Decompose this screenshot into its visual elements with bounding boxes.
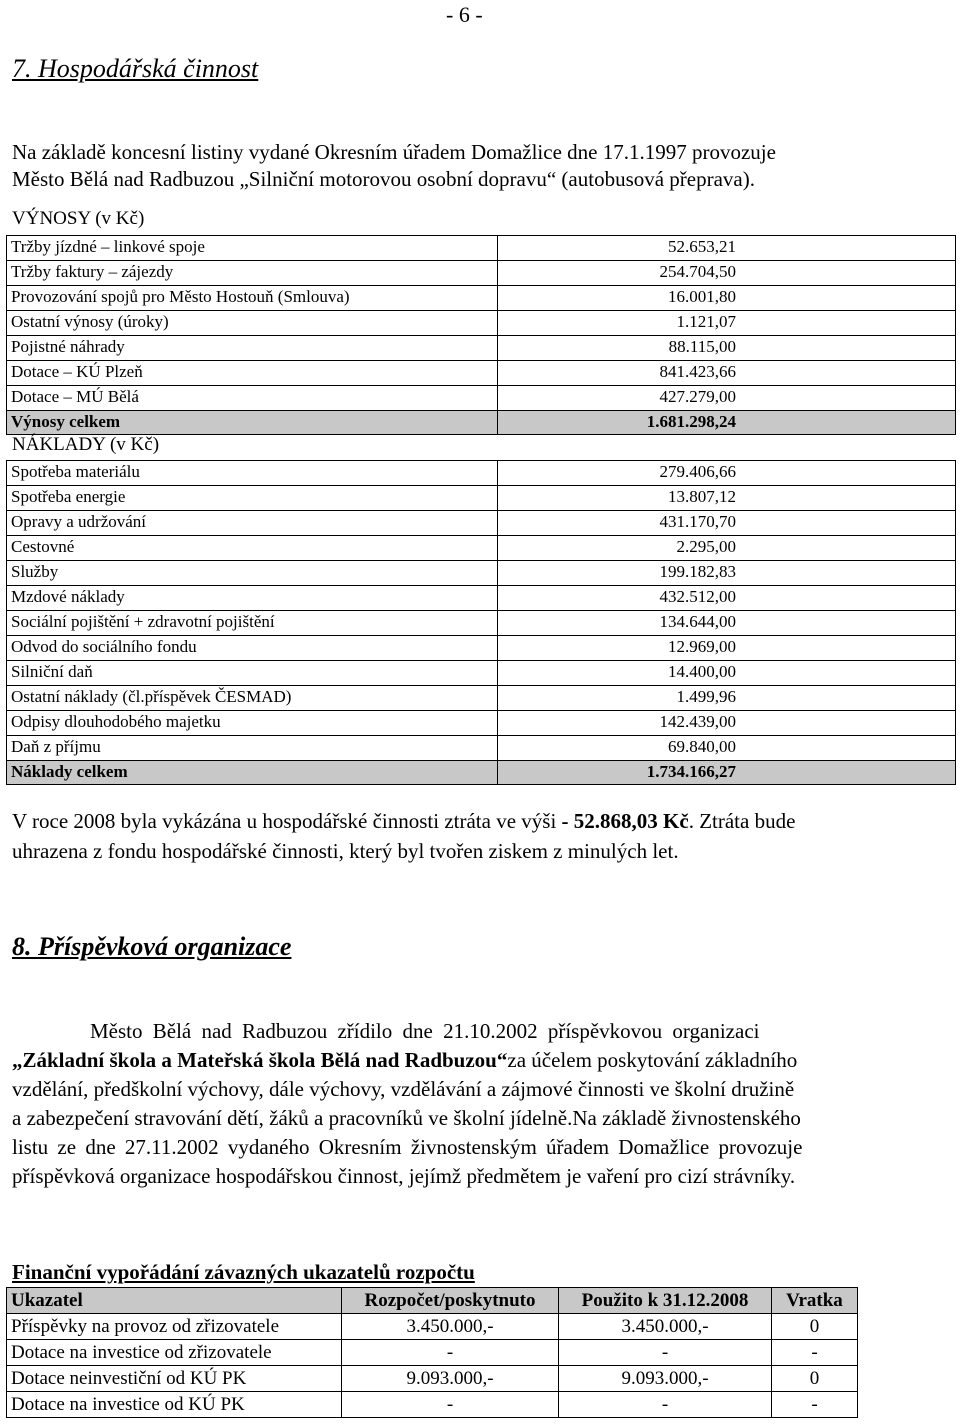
revenue-row: [6, 310, 955, 335]
revenue-row: [6, 285, 955, 310]
cost-value: 12.969,00: [668, 637, 736, 656]
cost-value: 2.295,00: [676, 537, 736, 556]
cell-used: 9.093.000,-: [559, 1366, 772, 1392]
header-budget: Rozpočet/poskytnuto: [342, 1288, 559, 1314]
intro-line-2: Město Bělá nad Radbuzou „Silniční motorovou osobní dopravu“ (autobusová přeprava).: [12, 167, 755, 191]
cost-label: Odpisy dlouhodobého majetku: [11, 712, 221, 731]
finance-row: [7, 1340, 858, 1366]
cell-used: -: [559, 1340, 772, 1366]
page-number: - 6 -: [446, 2, 483, 27]
revenue-label: Tržby jízdné – linkové spoje: [11, 237, 205, 256]
cost-row: [6, 610, 955, 635]
cell-budget: 3.450.000,-: [342, 1314, 559, 1340]
cost-label: Odvod do sociálního fondu: [11, 637, 197, 656]
revenues-total-row: [6, 410, 955, 435]
table-border: [497, 460, 498, 785]
costs-total-label: Náklady celkem: [11, 762, 128, 781]
cost-value: 69.840,00: [668, 737, 736, 756]
cost-row: [6, 485, 955, 510]
revenue-value: 427.279,00: [659, 387, 736, 406]
cell-budget: -: [342, 1392, 559, 1418]
revenue-label: Pojistné náhrady: [11, 337, 125, 356]
school-name: „Základní škola a Mateřská škola Bělá nad Radbuzou“: [12, 1048, 508, 1072]
cost-value: 134.644,00: [659, 612, 736, 631]
table-border: [955, 235, 956, 435]
cost-value: 279.406,66: [659, 462, 736, 481]
cost-value: 1.499,96: [676, 687, 736, 706]
finance-row: [7, 1392, 858, 1418]
table-border: [6, 460, 7, 785]
cost-label: Mzdové náklady: [11, 587, 125, 606]
revenue-value: 841.423,66: [659, 362, 736, 381]
revenue-value: 254.704,50: [659, 262, 736, 281]
cell-used: 3.450.000,-: [559, 1314, 772, 1340]
intro-line-1: Na základě koncesní listiny vydané Okresním úřadem Domažlice dne 17.1.1997 provozuje: [12, 140, 776, 164]
cost-label: Spotřeba materiálu: [11, 462, 140, 481]
section-8-title: 8. Příspěvková organizace: [12, 932, 292, 961]
org-line-5: listu ze dne 27.11.2002 vydaného Okresním živnostenským úřadem Domažlice provozuje: [12, 1135, 803, 1159]
cost-row: [6, 710, 955, 735]
cell-refund: 0: [772, 1366, 858, 1392]
costs-total-row: [6, 760, 955, 785]
cost-row: [6, 685, 955, 710]
costs-total-value: 1.734.166,27: [646, 762, 736, 781]
revenue-row: [6, 360, 955, 385]
costs-heading: NÁKLADY (v Kč): [12, 434, 160, 455]
table-border: [6, 235, 7, 435]
cell-indicator: Příspěvky na provoz od zřizovatele: [7, 1314, 342, 1340]
revenue-value: 88.115,00: [668, 337, 736, 356]
revenue-row: [6, 260, 955, 285]
org-line-2: [12, 1048, 797, 1073]
header-indicator: Ukazatel: [7, 1288, 342, 1314]
cost-value: 431.170,70: [659, 512, 736, 531]
cost-value: 13.807,12: [668, 487, 736, 506]
cost-label: Spotřeba energie: [11, 487, 126, 506]
header-used: Použito k 31.12.2008: [559, 1288, 772, 1314]
cost-label: Cestovné: [11, 537, 75, 556]
finance-table: [6, 1287, 858, 1418]
revenue-value: 52.653,21: [668, 237, 736, 256]
cell-indicator: Dotace na investice od KÚ PK: [7, 1392, 342, 1418]
finance-row: [7, 1314, 858, 1340]
cell-budget: 9.093.000,-: [342, 1366, 559, 1392]
cell-refund: -: [772, 1340, 858, 1366]
cell-indicator: Dotace neinvestiční od KÚ PK: [7, 1366, 342, 1392]
revenues-total-value: 1.681.298,24: [646, 412, 736, 431]
revenue-label: Dotace – MÚ Bělá: [11, 387, 139, 406]
result-text: V roce 2008 byla vykázána u hospodářské činnosti ztráta ve výši: [12, 809, 557, 833]
org-line-6: příspěvková organizace hospodářskou činnost, jejímž předmětem je vaření pro cizí strávníky.: [12, 1164, 796, 1188]
revenue-value: 16.001,80: [668, 287, 736, 306]
table-border: [497, 235, 498, 435]
result-amount: - 52.868,03 Kč: [561, 809, 689, 833]
cost-value: 199.182,83: [659, 562, 736, 581]
cost-row: [6, 560, 955, 585]
header-refund: Vratka: [772, 1288, 858, 1314]
result-line-2: uhrazena z fondu hospodářské činnosti, který byl tvořen ziskem z minulých let.: [12, 839, 679, 863]
cost-label: Ostatní náklady (čl.příspěvek ČESMAD): [11, 687, 292, 706]
cost-row: [6, 460, 955, 485]
table-divider: [6, 784, 955, 785]
result-line-1: [12, 809, 795, 834]
revenue-row: [6, 385, 955, 410]
revenue-row: [6, 235, 955, 260]
cost-row: [6, 535, 955, 560]
cost-row: [6, 585, 955, 610]
section-7-title: 7. Hospodářská činnost: [12, 54, 259, 83]
revenue-value: 1.121,07: [676, 312, 736, 331]
cost-label: Silniční daň: [11, 662, 93, 681]
cost-value: 432.512,00: [659, 587, 736, 606]
revenues-heading: VÝNOSY (v Kč): [12, 208, 145, 229]
revenue-label: Provozování spojů pro Město Hostouň (Smlouva): [11, 287, 350, 306]
cost-row: [6, 635, 955, 660]
finance-row: [7, 1366, 858, 1392]
cost-label: Služby: [11, 562, 59, 581]
cell-used: -: [559, 1392, 772, 1418]
finance-title: Finanční vypořádání závazných ukazatelů rozpočtu: [12, 1260, 475, 1284]
cost-value: 14.400,00: [668, 662, 736, 681]
cost-label: Opravy a udržování: [11, 512, 147, 531]
cost-value: 142.439,00: [659, 712, 736, 731]
cell-budget: -: [342, 1340, 559, 1366]
table-border: [955, 460, 956, 785]
cost-row: [6, 510, 955, 535]
finance-header-row: [7, 1288, 858, 1314]
org-line-2-rest: za účelem poskytování základního: [507, 1048, 798, 1072]
cost-label: Sociální pojištění + zdravotní pojištění: [11, 612, 275, 631]
cell-refund: 0: [772, 1314, 858, 1340]
cost-label: Daň z příjmu: [11, 737, 101, 756]
cost-row: [6, 735, 955, 760]
revenues-total-label: Výnosy celkem: [11, 412, 121, 431]
org-line-1: Město Bělá nad Radbuzou zřídilo dne 21.10.2002 příspěvkovou organizaci: [90, 1019, 760, 1043]
cost-row: [6, 660, 955, 685]
revenue-label: Ostatní výnosy (úroky): [11, 312, 169, 331]
org-line-4: a zabezpečení stravování dětí, žáků a pracovníků ve školní jídelně.Na základě živnostenského: [12, 1106, 801, 1130]
cell-refund: -: [772, 1392, 858, 1418]
cell-indicator: Dotace na investice od zřizovatele: [7, 1340, 342, 1366]
result-text-end: . Ztráta bude: [688, 809, 796, 833]
org-line-3: vzdělání, předškolní výchovy, dále výchovy, vzdělávání a zájmové činnosti ve školní družině: [12, 1077, 795, 1101]
revenue-label: Dotace – KÚ Plzeň: [11, 362, 143, 381]
revenue-label: Tržby faktury – zájezdy: [11, 262, 174, 281]
revenue-row: [6, 335, 955, 360]
